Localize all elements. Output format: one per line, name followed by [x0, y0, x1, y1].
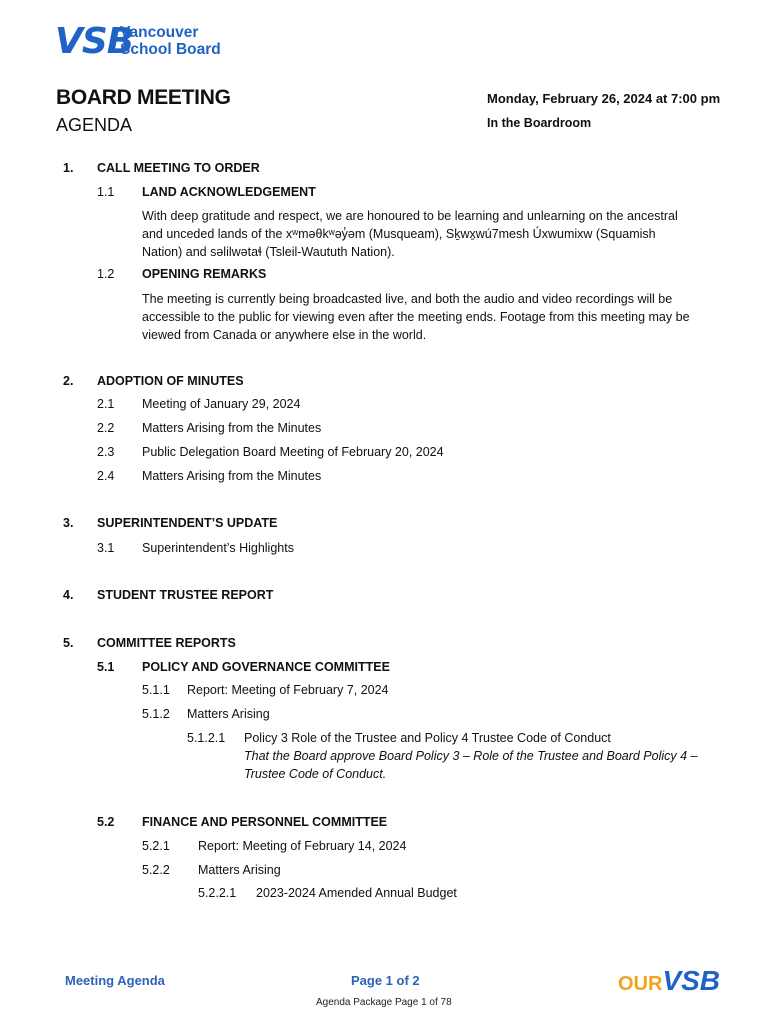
vsb-logo-mark: VSB [55, 21, 134, 62]
item-number: 5.1.2.1 [187, 731, 226, 745]
item-number: 2.2 [97, 421, 115, 435]
footer-package-page: Agenda Package Page 1 of 78 [316, 997, 452, 1008]
item-text: Matters Arising from the Minutes [142, 469, 322, 483]
item-text: Public Delegation Board Meeting of February 20, 2024 [142, 445, 444, 459]
ourvsb-logo [618, 964, 720, 1001]
item-number: 5.2 [97, 815, 115, 829]
item-number: 5.2.1 [142, 839, 170, 853]
footer-document-name: Meeting Agenda [65, 973, 165, 988]
text-line: The meeting is currently being broadcasted live, and both the audio and video recordings will be [142, 292, 673, 306]
item-number: 2.3 [97, 445, 115, 459]
item-title: FINANCE AND PERSONNEL COMMITTEE [142, 815, 388, 829]
item-title: POLICY AND GOVERNANCE COMMITTEE [142, 660, 390, 674]
item-number: 5.2.2.1 [198, 886, 237, 900]
item-text: 2023-2024 Amended Annual Budget [256, 886, 457, 900]
section-number: 3. [63, 516, 74, 530]
page-title: BOARD MEETING [56, 86, 231, 109]
section-title: COMMITTEE REPORTS [97, 636, 236, 650]
item-text: Policy 3 Role of the Trustee and Policy 4 Trustee Code of Conduct [244, 731, 611, 745]
item-text: Superintendent’s Highlights [142, 541, 294, 555]
item-title: OPENING REMARKS [142, 267, 267, 281]
item-number: 1.1 [97, 185, 115, 199]
section-number: 1. [63, 161, 74, 175]
motion-text: Trustee Code of Conduct. [244, 767, 387, 781]
item-text: Report: Meeting of February 14, 2024 [198, 839, 407, 853]
org-name-line2: School Board [120, 41, 221, 58]
section-title: SUPERINTENDENT’S UPDATE [97, 516, 278, 530]
text-line: accessible to the public for viewing even after the meeting ends. Footage from this meeting may be [142, 310, 690, 324]
item-number: 5.2.2 [142, 863, 170, 877]
item-number: 5.1.1 [142, 683, 170, 697]
item-number: 3.1 [97, 541, 115, 555]
page-subtitle: AGENDA [56, 115, 133, 135]
land-acknowledgement-text [142, 207, 722, 261]
text-line: viewed from Canada or anywhere else in the world. [142, 328, 427, 342]
footer-page-number: Page 1 of 2 [351, 973, 420, 988]
policy-item [244, 729, 714, 783]
item-text: Report: Meeting of February 7, 2024 [187, 683, 389, 697]
item-text: Matters Arising [198, 863, 281, 877]
item-number: 2.1 [97, 397, 115, 411]
org-name-line1: Vancouver [120, 24, 199, 41]
section-title: CALL MEETING TO ORDER [97, 161, 260, 175]
opening-remarks-text [142, 290, 732, 344]
item-text: Matters Arising [187, 707, 270, 721]
item-text: Matters Arising from the Minutes [142, 421, 322, 435]
section-number: 4. [63, 588, 74, 602]
section-number: 5. [63, 636, 74, 650]
ourvsb-logo-our: OUR [618, 973, 663, 995]
text-line: With deep gratitude and respect, we are honoured to be learning and unlearning on the ancestral [142, 209, 678, 223]
item-title: LAND ACKNOWLEDGEMENT [142, 185, 316, 199]
meeting-date: Monday, February 26, 2024 at 7:00 pm [487, 91, 721, 106]
section-title: STUDENT TRUSTEE REPORT [97, 588, 274, 602]
item-number: 5.1 [97, 660, 115, 674]
section-number: 2. [63, 374, 74, 388]
org-name [120, 24, 221, 58]
section-title: ADOPTION OF MINUTES [97, 374, 244, 388]
item-number: 5.1.2 [142, 707, 170, 721]
item-number: 2.4 [97, 469, 115, 483]
item-text: Meeting of January 29, 2024 [142, 397, 301, 411]
item-number: 1.2 [97, 267, 115, 281]
text-line: Nation) and səlilwətaɬ (Tsleil-Waututh Nation). [142, 245, 395, 259]
ourvsb-logo-vsb: VSB [662, 965, 721, 996]
motion-text: That the Board approve Board Policy 3 – Role of the Trustee and Board Policy 4 – [244, 749, 698, 763]
meeting-location: In the Boardroom [487, 116, 592, 130]
text-line: and unceded lands of the xʷməθkʷəy̓əm (Musqueam), Sḵwx̱wú7mesh Úxwumixw (Squamish [142, 227, 656, 241]
